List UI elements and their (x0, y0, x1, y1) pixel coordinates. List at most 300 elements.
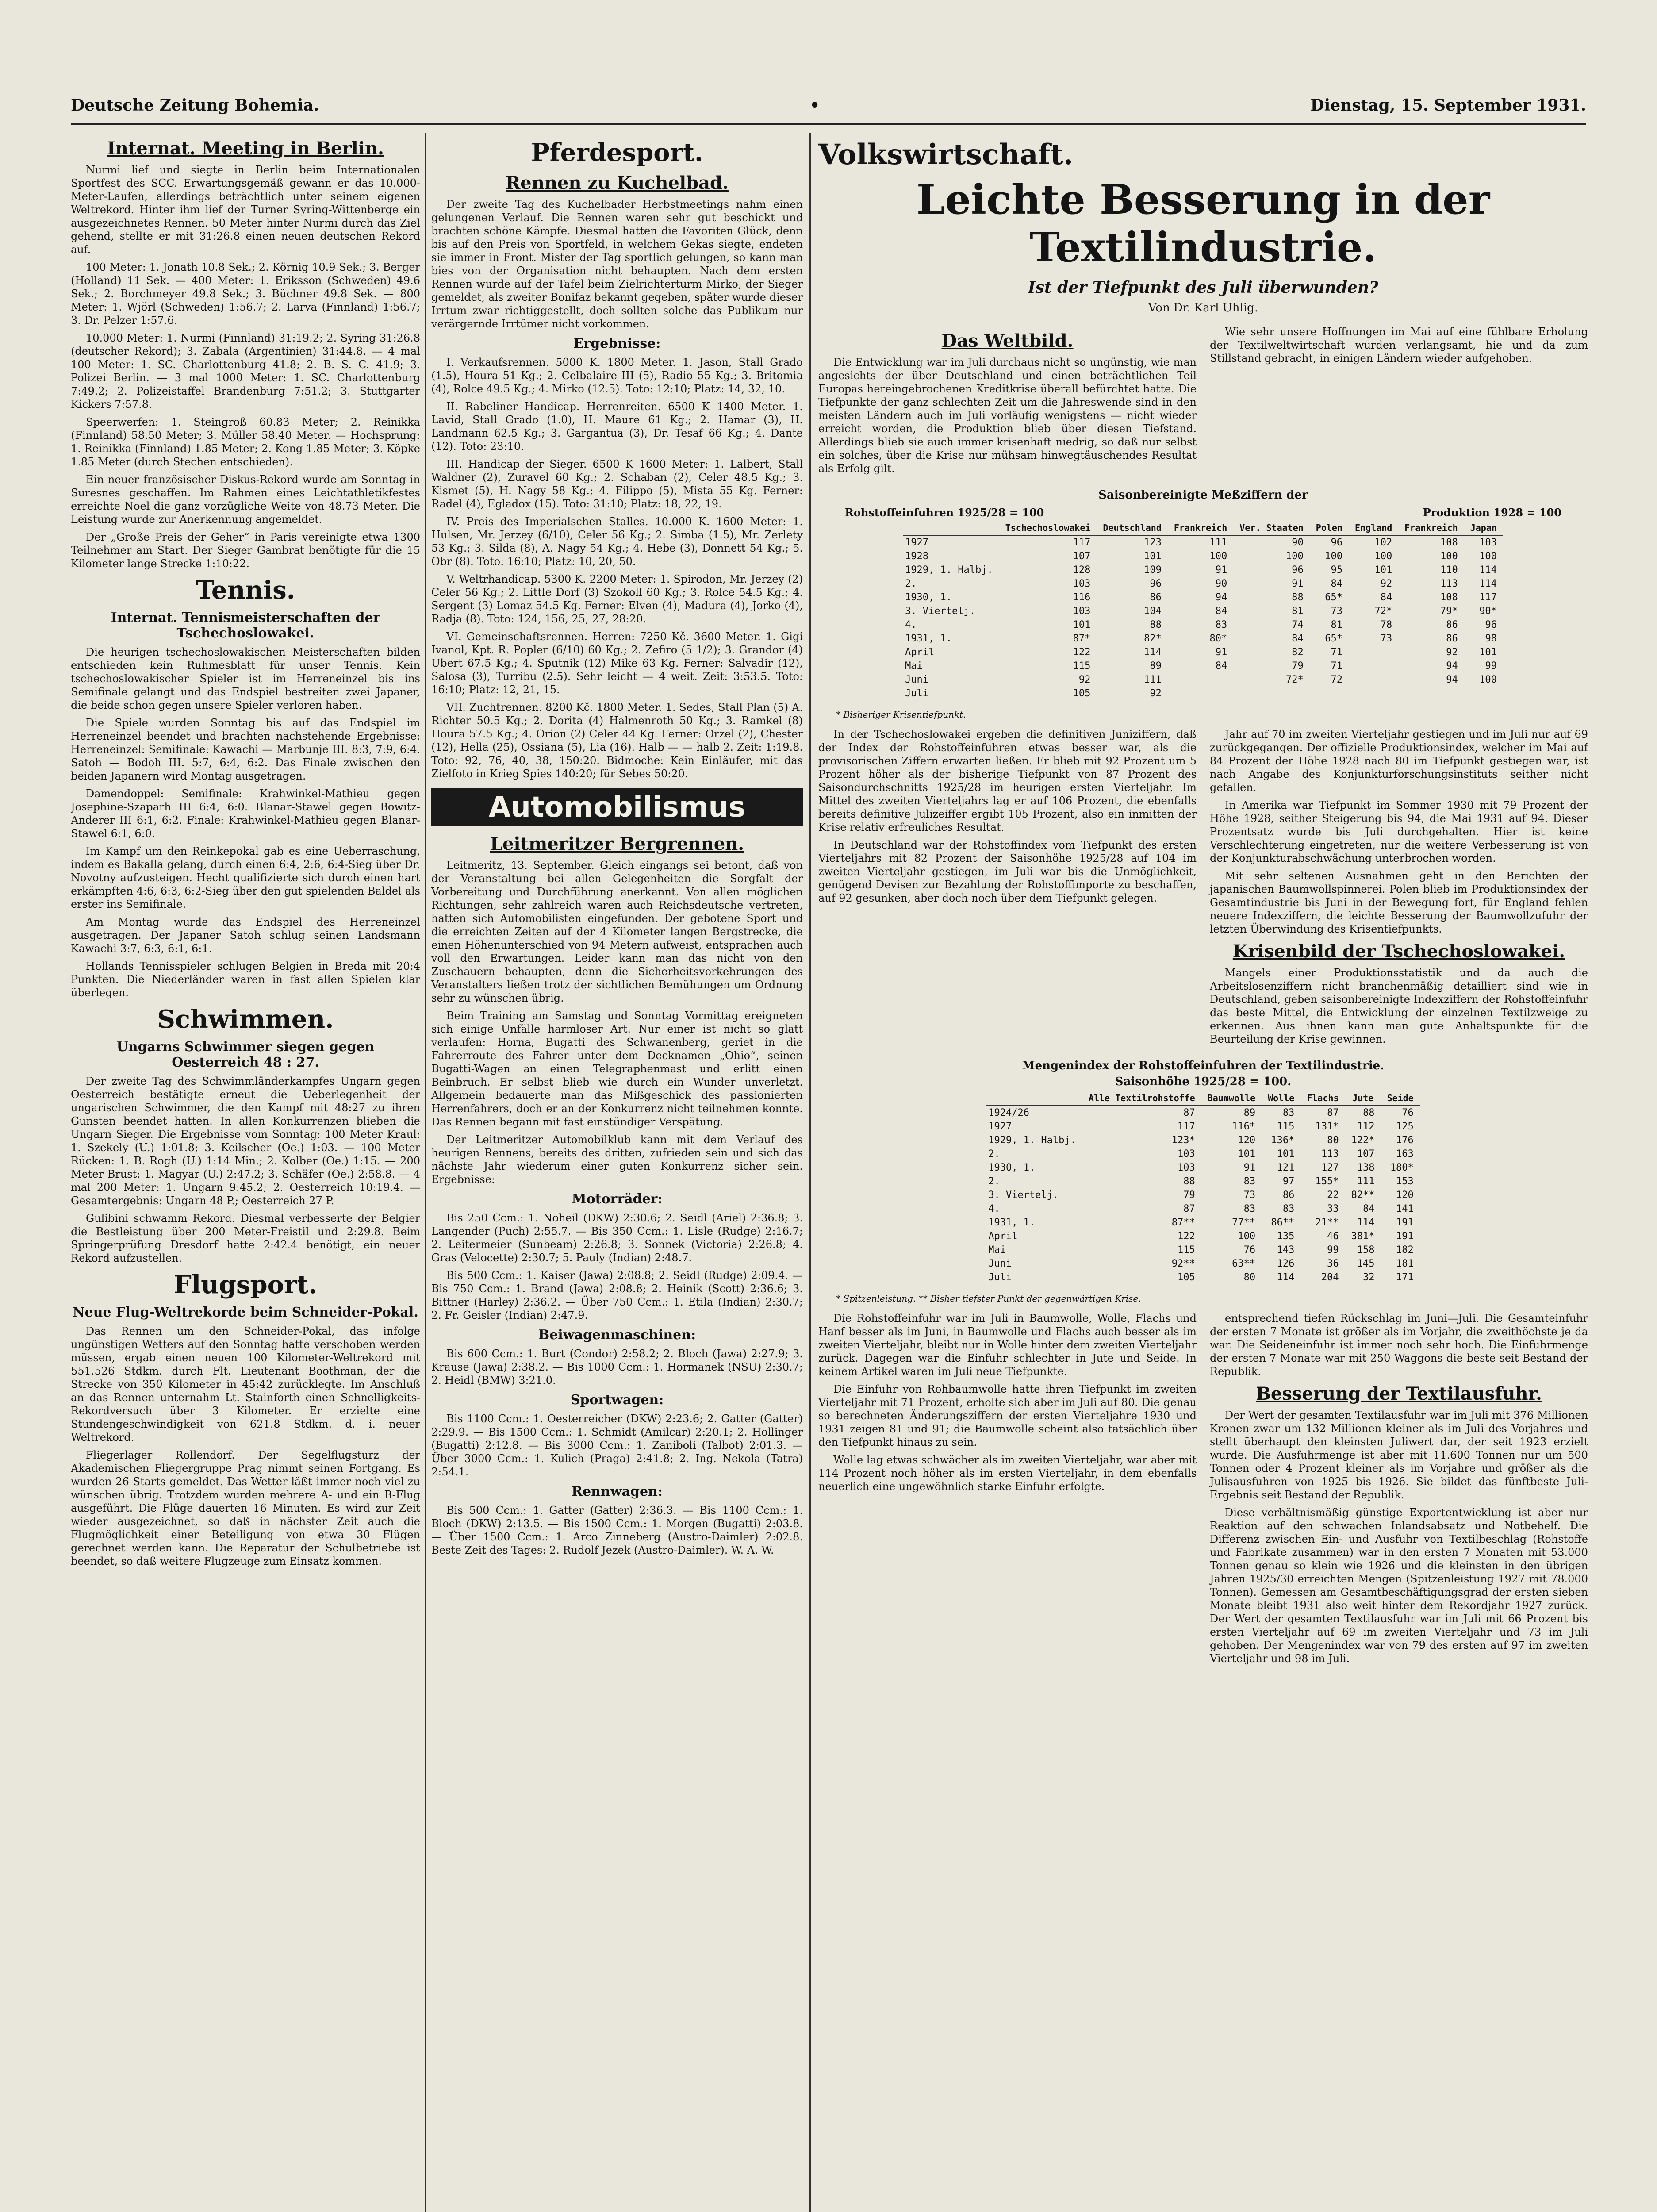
table-cell: 122 (1177, 1231, 1195, 1242)
article-paragraph: Bis 250 Ccm.: 1. Noheil (DKW) 2:30.6; 2. Seidl (Ariel) 2:36.8; 3. Langender (Puch) 2:55.7. — Bis 350 Ccm.: 1. Lisle (Rudge) 2:16.7; 2. Leitermeier (Sunbeam) 2:26.8; 3. Sonnek (Victoria) 2:26.8; 4. Gras (Velocette) 2:30.7; 5. Pauly (Indian) 2:48.7. (431, 1212, 803, 1264)
table-cell: 127 (1321, 1162, 1339, 1173)
table-cell: 94 (1215, 592, 1227, 603)
article-paragraph: Wolle lag etwas schwächer als im zweiten Vierteljahr, war aber mit 114 Prozent noch höher als im ersten Vierteljahr, in dem ebenfalls neuerlich eine ungewöhnlich starke Einfuhr erfolgte. (818, 1454, 1197, 1493)
table-header-cell: Frankreich (1168, 521, 1233, 535)
row-label-cell: April (988, 1231, 1018, 1242)
table-cell: 191 (1396, 1217, 1414, 1228)
table-cell: 103 (1177, 1148, 1195, 1160)
table-row (986, 1147, 1420, 1161)
row-label-cell: 1928 (905, 551, 929, 562)
table-cell: 155* (1315, 1176, 1339, 1187)
table-cell: 94 (1446, 661, 1458, 672)
table-cell: 84 (1292, 633, 1304, 644)
table-cell: 90 (1292, 537, 1304, 548)
table-cell: 131* (1315, 1121, 1339, 1132)
article-paragraph: In Deutschland war der Rohstoffindex vom Tiefpunkt des ersten Vierteljahrs mit 82 Prozent der Saisonhöhe 1925/28 auf 104 im zweiten Vierteljahr gestiegen, im Juli war bis die Unmöglichkeit, genügend Devisen zur Bezahlung der Rohstoffimporte zu beschaffen, auf 92 gesunken, aber doch noch über dem Tiefpunkt gelegen. (818, 839, 1197, 904)
table-cell: 113 (1321, 1148, 1339, 1160)
table-cell (1349, 673, 1398, 687)
heading-race-cars: Rennwagen: (572, 1484, 663, 1499)
article-paragraph: III. Handicap der Sieger. 6500 K 1600 Meter: 1. Lalbert, Stall Waldner (2), Zuravel 60 Kg.; 2. Schaban (2), Celer 48.5 Kg.; 3. Kismet (5), H. Nagy 58 Kg.; 4. Filippo (5), Mista 55 Kg. Ferner: Radel (4), Egladox (15). Toto: 31:10; Platz: 18, 22, 19. (431, 458, 803, 510)
table-cell: 108 (1440, 592, 1458, 603)
table-header-cell: Baumwolle (1201, 1091, 1262, 1106)
row-label-cell: 4. (905, 619, 917, 630)
table2-footnote: * Spitzenleistung. ** Bisher tiefster Punkt der gegenwärtigen Krise. (836, 1293, 1141, 1304)
table-cell: 80* (1209, 633, 1227, 644)
article-paragraph: Die Spiele wurden Sonntag bis auf das Endspiel im Herreneinzel beendet und brachten nachstehende Ergebnisse: Herreneinzel: Semifinale: Kawachi — Marbunje III. 8:3, 7:9, 6:4. Satoh — Bodoh III. 5:7, 6:4, 6:2. Das Finale zwischen den beiden Japanern wird Montag ausgetragen. (71, 717, 420, 782)
article-paragraph: V. Weltrhandicap. 5300 K. 2200 Meter: 1. Spirodon, Mr. Jerzey (2) Celer 56 Kg.; 2. Little Dorf (3) Szokoll 60 Kg.; 3. Rolce 54.5 Kg.; 4. Sergent (3) Lomaz 54.5 Kg. Ferner: Elven (4), Madura (4), Jorko (4), Radja (8). Toto: 124, 156, 25, 27, 28:20. (431, 573, 803, 625)
table-row (903, 673, 1503, 687)
table1-group-production: Produktion 1928 = 100 (1423, 506, 1561, 519)
table-cell: 74 (1292, 619, 1304, 630)
table-row (986, 1257, 1420, 1271)
table-cell: 84 (1215, 661, 1227, 672)
table-header-cell (903, 521, 999, 535)
table-cell: 96 (1331, 537, 1342, 548)
table-cell: 114 (1144, 647, 1162, 658)
table-cell: 141 (1396, 1203, 1414, 1214)
article-paragraph: Die heurigen tschechoslowakischen Meisterschaften bilden entschieden kein Ruhmesblatt für unser Tennis. Kein tschechoslowakischer Spieler ist im Herreneinzel bis ins Semifinale gelangt und das Endspiel bestreiten zwei Japaner, die beide schon gegen unsere Spieler verloren haben. (71, 646, 420, 711)
table-cell: 96 (1150, 578, 1162, 589)
table-cell: 115 (1073, 661, 1091, 672)
table-raw-material-imports (986, 1091, 1420, 1284)
table-cell: 72* (1374, 606, 1392, 617)
article-paragraph: Wie sehr unsere Hoffnungen im Mai auf eine fühlbare Erholung der Textilweltwirtschaft wurden verlangsamt, hie und da zum Stillstand gebracht, in einigen Ländern wieder aufgehoben. (1210, 326, 1588, 365)
table-cell: 94 (1446, 674, 1458, 685)
column-economy (818, 133, 1588, 2212)
table-cell: 123 (1144, 537, 1162, 548)
table2-body (986, 1106, 1420, 1284)
table-cell: 99 (1485, 661, 1497, 672)
table-cell: 110 (1440, 565, 1458, 576)
table-cell: 73 (1243, 1190, 1256, 1201)
table-cell: 71 (1331, 661, 1342, 672)
table-cell: 101 (1277, 1148, 1295, 1160)
table-cell: 100 (1479, 674, 1497, 685)
column-sports-2 (431, 133, 803, 2212)
table-row (903, 549, 1503, 563)
table-cell: 76 (1402, 1107, 1414, 1118)
table-cell: 111 (1144, 674, 1162, 685)
table-cell: 63** (1232, 1258, 1256, 1269)
table-cell: 116 (1073, 592, 1091, 603)
body-left (818, 728, 1197, 1050)
table-cell: 100 (1325, 551, 1342, 562)
table-row (903, 604, 1503, 618)
intro-two-column (818, 325, 1588, 480)
table-cell: 136* (1271, 1135, 1295, 1146)
table-cell: 176 (1396, 1135, 1414, 1146)
table-cell: 65* (1325, 592, 1342, 603)
table-cell: 33 (1327, 1203, 1339, 1214)
table-header-cell: Deutschland (1097, 521, 1167, 535)
table-cell: 73 (1380, 633, 1392, 644)
table-cell (1398, 687, 1464, 700)
article-paragraph: Der zweite Tag des Kuchelbader Herbstmeetings nahm einen gelungenen Verlauf. Die Rennen waren sehr gut beschickt und brachten schöne Kämpfe. Diesmal hatten die Favoriten Glück, denn bis auf den Preis von Sportfeld, in welchem Gekas siegte, endeten sie immer in Front. Mister der Tag sportlich gelungen, so kann man bies von der Organisation nicht behaupten. Nach dem ersten Rennen wurde auf der Tafel beim Zielrichterturm Mirko, der Sieger gemeldet, als zweiter Bonifaz bekannt gegeben, später wurde dieser Irrtum zwar richtiggestellt, doch sollten solche das Publikum nur verärgernde Irrtümer nicht vorkommen. (431, 198, 803, 330)
lower-right (1210, 1312, 1588, 1670)
table-cell: 143 (1277, 1244, 1295, 1256)
article-paragraph: Hollands Tennisspieler schlugen Belgien in Breda mit 20:4 Punkten. Die Niederländer waren in fast allen Spielen klar überlegen. (71, 960, 420, 999)
column-divider-1 (425, 133, 426, 2212)
section-heading-aviation: Flugsport. (174, 1270, 317, 1299)
article-paragraph: Ein neuer französischer Diskus-Rekord wurde am Sonntag in Suresnes geschaffen. Im Rahmen eines Leichtathletikfestes erreichte Noel die ganz vorzügliche Weite von 48.73 Meter. Die Leistung wurde zur Anerkennung angemeldet. (71, 473, 420, 526)
article-paragraph: Damendoppel: Semifinale: Krahwinkel-Mathieu gegen Josephine-Szaparh III 6:4, 6:0. Blanar-Stawel gegen Bowitz-Anderer III 6:1, 6:2. Finale: Krahwinkel-Mathieu gegen Blanar-Stawel 6:1, 6:0. (71, 787, 420, 840)
table2-title: Mengenindex der Rohstoffeinfuhren der Textilindustrie. (1022, 1059, 1385, 1072)
table-cell: 83 (1282, 1107, 1295, 1118)
table-cell: 90 (1215, 578, 1227, 589)
row-label-cell: 4. (988, 1203, 1000, 1214)
row-label-cell: 1930, 1. (988, 1162, 1036, 1173)
table-cell: 153 (1396, 1176, 1414, 1187)
heading-motorcycles: Motorräder: (572, 1191, 663, 1207)
article-paragraph: Der zweite Tag des Schwimmländerkampfes Ungarn gegen Oesterreich bestätigte erneut die Ueberlegenheit der ungarischen Schwimmer, die den Kampf mit 48:27 zu ihren Gunsten beendet hatten. In allen Konkurrenzen blieben die Ungarn Sieger. Die Ergebnisse vom Sonntag: 100 Meter Kraul: 1. Szekely (U.) 1:01.8; 3. Keilscher (Oe.) 1:03. — 100 Meter Rücken: 1. B. Rogh (U.) 1:14 Min.; 2. Kolber (Oe.) 1:15. — 200 Meter Brust: 1. Magyar (U.) 2:47.2; 3. Schäfer (Oe.) 2:58.8. — 4 mal 200 Meter: 1. Ungarn 9:45.2; 2. Oesterreich 10:19.4. — Gesamtergebnis: Ungarn 48 P.; Oesterreich 27 P. (71, 1075, 420, 1207)
row-label-cell: Juni (988, 1258, 1012, 1269)
table-cell (1349, 645, 1398, 659)
table-cell: 84 (1363, 1203, 1375, 1214)
table-cell: 107 (1357, 1148, 1375, 1160)
table-cell: 125 (1396, 1121, 1414, 1132)
article-paragraph: Im Kampf um den Reinkepokal gab es eine Ueberraschung, indem es Bakalla gelang, durch einen 6:4, 2:6, 6:4-Sieg über Dr. Novotny aufzusteigen. Hecht qualifizierte sich durch einen hart erkämpften 4:6, 6:3, 6:2-Sieg über den gut spielenden Baldel als erster ins Semifinale. (71, 845, 420, 910)
article-paragraph: In Amerika war Tiefpunkt im Sommer 1930 mit 79 Prozent der Höhe 1928, seither Steigerung bis 94, die Mai 1931 auf 94. Dieser Prozentsatz wurde bis Juli durchgehalten. Hier ist keine Verschlechterung eingetreten, nur die weitere Verbesserung ist von der Konjunkturabschwächung unterbrochen worden. (1210, 799, 1588, 864)
row-label-cell: 1927 (988, 1121, 1012, 1132)
table-row (903, 645, 1503, 659)
article-paragraph: Beim Training am Samstag und Sonntag Vormittag ereigneten sich einige Unfälle harmloser Art. Nur einer ist nicht so glatt verlaufen: Horna, Bugatti des Schwanenberg, geriet in die Fahrerroute des Fahrer unter dem Decknamen „Ohio“, seinen Bugatti-Wagen an einen Telegraphenmast und erlitt einen Beinbruch. Er selbst blieb wie durch ein Wunder unverletzt. Allgemein bedauerte man das Mißgeschick des passionierten Herrenfahrers, doch er an der Konkurrenz nicht teilnehmen konnte. Das Rennen begann mit fast einstündiger Verspätung. (431, 1010, 803, 1128)
table-cell: 76 (1243, 1244, 1256, 1256)
article-paragraph: 100 Meter: 1. Jonath 10.8 Sek.; 2. Körnig 10.9 Sek.; 3. Berger (Holland) 11 Sek. — 400 Meter: 1. Eriksson (Schweden) 49.6 Sek.; 2. Borchmeyer 49.8 Sek.; 3. Büchner 49.8 Sek. — 800 Meter: 1. Wjörl (Schweden) 1:56.7; 2. Larva (Finnland) 1:56.7; 3. Dr. Pelzer 1:57.6. (71, 261, 420, 326)
article-paragraph: Mangels einer Produktionsstatistik und da auch die Arbeitslosenziffern nicht branchenmäßig detailliert sind wie in Deutschland, geben saisonbereinigte Indexziffern der Rohstoffeinfuhr das beste Mittel, die Entwicklung der einzelnen Textilzweige zu erkennen. Aus ihnen kann man gute Anhaltspunkte für die Beurteilung der Krise gewinnen. (1210, 967, 1588, 1045)
table-cell: 158 (1357, 1244, 1375, 1256)
article-paragraph: In der Tschechoslowakei ergeben die definitiven Juniziffern, daß der Index der Rohstoffeinfuhren etwas besser war, als die provisorischen Ziffern erwarten ließen. Er blieb mit 92 Prozent um 5 Prozent höher als der bisherige Tiefpunkt von 87 Prozent des Saisondurchschnitts 1925/28 im heurigen ersten Vierteljahr. Im Mittel des zweiten Vierteljahrs lag er auf 106 Prozent, die ebenfalls bereits definitive Julizeiffer ergibt 105 Prozent, also ein inmitten der Krise relativ erfreuliches Resultat. (818, 728, 1197, 833)
article-paragraph: Der „Große Preis der Geher“ in Paris vereinigte etwa 1300 Teilnehmer am Start. Der Sieger Gambrat benötigte für die 15 Kilometer lange Strecke 1:10:22. (71, 531, 420, 570)
table-cell: 91 (1292, 578, 1304, 589)
table-cell: 96 (1292, 565, 1304, 576)
table-cell: 98 (1485, 633, 1497, 644)
article-paragraph: Diese verhältnismäßig günstige Exportentwicklung ist aber nur Reaktion auf den schwachen Inlandsabsatz und Notbehelf. Die Differenz zwischen Ein- und Ausfuhr von Textilbeschlag (Rohstoffe und Fabrikate zusammen) war in den ersten 7 Monaten mit 53.000 Tonnen genau so klein wie 1926 und die kleinsten in den übrigen Jahren 1925/30 erreichten Mengen (Spitzenleistung 1927 mit 78.000 Tonnen). Gemessen am Gesamtbeschäftigungsgrad der ersten sieben Monate bleibt 1931 also weit hinter dem Rekordjahr 1927 zurück. Der Wert der gesamten Textilausfuhr war im Juli mit 66 Prozent bis ersten Vierteljahr auf 69 im zweiten Vierteljahr und 73 im Juli gehoben. Der Mengenindex war von 79 des ersten auf 97 im zweiten Vierteljahr und 98 im Juli. (1210, 1506, 1588, 1665)
table-cell: 122* (1351, 1135, 1375, 1146)
table-cell: 65* (1325, 633, 1342, 644)
table-cell: 73 (1331, 606, 1342, 617)
article-paragraph: VII. Zuchtrennen. 8200 Kč. 1800 Meter. 1. Sedes, Stall Plan (5) A. Richter 50.5 Kg.; 2. Dorita (4) Halmenroth 50 Kg.; 3. Ramkel (8) Houra 57.5 Kg.; 4. Orion (2) Celer 44 Kg. Ferner: Orzel (2), Chester (12), Hella (25), Ossiana (5), Lia (16). Halb — — halb 2. Zeit: 1:19.8. Toto: 92, 76, 40, 38, 150:20. Bidmoche: Kein Einläufer, mit das Zielfoto in Krieg Spies 140:20; für Sebes 50:20. (431, 701, 803, 780)
table-cell (1464, 687, 1503, 700)
article-paragraph: I. Verkaufsrennen. 5000 K. 1800 Meter. 1. Jason, Stall Grado (1.5), Houra 51 Kg.; 2. Celbalaire III (5), Radio 55 Kg.; 3. Britomia (4), Rolce 49.5 Kg.; 4. Mirko (12.5). Toto: 12:10; Platz: 14, 32, 10. (431, 356, 803, 395)
table-cell: 91 (1243, 1162, 1256, 1173)
table-cell: 163 (1396, 1148, 1414, 1160)
body-right (1210, 728, 1588, 1050)
table-cell: 88 (1150, 619, 1162, 630)
article-paragraph: Bis 500 Ccm.: 1. Kaiser (Jawa) 2:08.8; 2. Seidl (Rudge) 2:09.4. — Bis 750 Ccm.: 1. Brand (Jawa) 2:08.8; 2. Heinik (Scott) 2:36.6; 3. Bittner (Harley) 2:36.2. — Über 750 Ccm.: 1. Etila (Indian) 2:30.7; 2. Fr. Geisler (Indian) 2:47.9. (431, 1269, 803, 1321)
table-header-cell: Polen (1310, 521, 1349, 535)
row-label-cell: 3. Viertelj. (905, 606, 976, 617)
table-cell: 100 (1440, 551, 1458, 562)
table-row (903, 618, 1503, 632)
table-row (903, 632, 1503, 645)
intro-left (818, 325, 1197, 480)
table-cell: 103 (1073, 578, 1091, 589)
table-cell: 99 (1327, 1244, 1339, 1256)
table-cell: 135 (1277, 1231, 1295, 1242)
article-paragraph: Die Rohstoffeinfuhr war im Juli in Baumwolle, Wolle, Flachs und Hanf besser als im Juni, in Baumwolle und Flachs auch besser als im zweiten Vierteljahr, bleibt nur in Wolle hinter dem zweiten Vierteljahr zurück. Dagegen war die Einfuhr schlechter in Jute und Seide. In keinem Artikel waren im Juli neue Tiefpunkte. (818, 1312, 1197, 1378)
table-cell: 126 (1277, 1258, 1295, 1269)
table-cell: 171 (1396, 1272, 1414, 1283)
lower-left (818, 1312, 1197, 1670)
table-header-row (986, 1091, 1420, 1106)
table-row (986, 1229, 1420, 1243)
table-cell: 102 (1374, 537, 1392, 548)
table-cell: 115 (1277, 1121, 1295, 1132)
table-cell: 82 (1292, 647, 1304, 658)
article-paragraph: Der Wert der gesamten Textilausfuhr war im Juli mit 376 Millionen Kronen zwar um 132 Millionen kleiner als im Juli des Vorjahres und stellt überhaupt den kleinsten Juliwert dar, der seit 1923 erzielt wurde. Die Ausfuhrmenge ist aber mit 11.600 Tonnen nur um 500 Tonnen oder 4 Prozent kleiner als im Vorjahre und größer als die Julisausfuhren von 1925 bis 1926. Sie bildet das fünftbeste Juli-Ergebnis seit Bestand der Republik. (1210, 1409, 1588, 1501)
table-cell: 112 (1357, 1121, 1375, 1132)
table-row (986, 1243, 1420, 1257)
heading-crisis-picture: Krisenbild der Tschechoslowakei. (1232, 941, 1565, 962)
table-cell: 103 (1479, 537, 1497, 548)
article-paragraph: Gulibini schwamm Rekord. Diesmal verbesserte der Belgier die Bestleistung über 200 Meter-Freistil und 2:29.8. Beim Springerprüfung Dresdorf hatte 2:42.4 benötigt, ein neuer Rekord aufzustellen. (71, 1212, 420, 1264)
table-cell: 111 (1357, 1176, 1375, 1187)
paper-name: Deutsche Zeitung Bohemia. (71, 96, 319, 115)
table-cell: 89 (1243, 1107, 1256, 1118)
row-label-cell: 1927 (905, 537, 929, 548)
heading-world-picture: Das Weltbild. (941, 330, 1074, 351)
table-row (986, 1271, 1420, 1284)
table2-subtitle: Saisonhöhe 1925/28 = 100. (1115, 1075, 1292, 1088)
table-header-cell: Seide (1381, 1091, 1420, 1106)
column-sports-1 (71, 133, 420, 2212)
heading-swimming-result: Ungarns Schwimmer siegen gegen Oesterreich 48 : 27. (116, 1039, 375, 1070)
table-header-row (903, 521, 1503, 535)
table-cell: 180* (1390, 1162, 1414, 1173)
table-cell: 101 (1238, 1148, 1256, 1160)
table-cell: 100 (1479, 551, 1497, 562)
table-cell: 116* (1232, 1121, 1256, 1132)
table1-group-headers (818, 506, 1588, 519)
masthead-center: • (809, 96, 820, 115)
table-cell: 96 (1485, 619, 1497, 630)
table-cell: 79 (1183, 1190, 1195, 1201)
table-cell: 101 (1144, 551, 1162, 562)
heading-sidecars: Beiwagenmaschinen: (538, 1327, 696, 1343)
article-paragraph: Fliegerlager Rollendorf. Der Segelflugsturz der Akademischen Fliegergruppe Prag nimmt seinen Fortgang. Es wurden 26 Starts gemeldet. Das Wetter läßt immer noch viel zu wünschen übrig. Trotzdem wurden mehrere A- und ein B-Flug ausgeführt. Die Flüge dauerten 16 Minuten. Es wird zur Zeit wieder ausgezeichnet, so daß in nächster Zeit auch die Flugmöglichkeit einer Beteiligung von etwa 30 Flügen gerechnet werden kann. Die Reparatur der Schulbetriebe ist beendet, so daß weitere Flugzeuge zum Einsatz kommen. (71, 1449, 420, 1567)
article-paragraph: Leitmeritz, 13. September. Gleich eingangs sei betont, daß von der Veranstaltung bei allen Gelegenheiten die Sorgfalt der Vorbereitung und Durchführung anerkannt. Von allen möglichen Richtungen, sehr zahlreich waren auch Reichsdeutsche vertreten, hatten sich Automobilisten eingefunden. Der gebotene Sport und die erreichten Zeiten auf der 4 Kilometer langen Bergstrecke, die einen Höhenunterschied von 94 Metern aufweist, entsprachen auch voll den Erwartungen. Leider kann man das nicht von den Zuschauern behaupten, denn die Sicherheitsvorkehrungen des Veranstalters ließen trotz der sichtlichen Bemühungen um Ordnung sehr zu wünschen übrig. (431, 859, 803, 1004)
table-cell: 100 (1286, 551, 1304, 562)
table-cell: 81 (1292, 606, 1304, 617)
table-cell: 121 (1277, 1162, 1295, 1173)
table-cell: 88 (1292, 592, 1304, 603)
table-cell: 78 (1380, 619, 1392, 630)
table-cell: 72 (1331, 674, 1342, 685)
table-cell: 181 (1396, 1258, 1414, 1269)
table-cell (1349, 687, 1398, 700)
table-cell: 104 (1144, 606, 1162, 617)
heading-hill-climb: Leitmeritzer Bergrennen. (490, 833, 744, 854)
table-cell: 105 (1073, 688, 1091, 699)
table-cell (1349, 659, 1398, 673)
column-divider-2 (809, 133, 811, 2212)
article-paragraph: 10.000 Meter: 1. Nurmi (Finnland) 31:19.2; 2. Syring 31:26.8 (deutscher Rekord); 3. Zabala (Argentinien) 31:44.8. — 4 mal 100 Meter: 1. SC. Charlottenburg 41.8; 2. B. S. C. 41.9; 3. Polizei Berlin. — 3 mal 1000 Meter: 1. SC. Charlottenburg 7:49.2; 2. Polizeistaffel Brandenburg 7:51.2; 3. Stuttgarter Kickers 7:57.8. (71, 332, 420, 411)
article-subtitle: Ist der Tiefpunkt des Juli überwunden? (1028, 278, 1379, 297)
table-cell (1168, 687, 1233, 700)
table-cell: 101 (1073, 619, 1091, 630)
table-cell: 86 (1446, 633, 1458, 644)
table-cell: 182 (1396, 1244, 1414, 1256)
table-header-cell: England (1349, 521, 1398, 535)
heading-export-improvement: Besserung der Textilausfuhr. (1256, 1383, 1542, 1404)
table-cell: 87** (1171, 1217, 1195, 1228)
table-cell (1310, 687, 1349, 700)
section-heading-tennis: Tennis. (196, 576, 295, 605)
heading-schneider-trophy: Neue Flug-Weltrekorde beim Schneider-Pokal. (73, 1305, 418, 1320)
table-cell: 107 (1073, 551, 1091, 562)
table-cell: 101 (1374, 565, 1392, 576)
issue-date: Dienstag, 15. September 1931. (1310, 96, 1586, 115)
row-label-cell: Juli (905, 688, 929, 699)
table-cell: 87 (1183, 1203, 1195, 1214)
table-row (986, 1106, 1420, 1120)
table-row (986, 1120, 1420, 1133)
table-cell: 83 (1243, 1203, 1256, 1214)
table1-title: Saisonbereinigte Meßziffern der (1098, 488, 1308, 502)
row-label-cell: 1929, 1. Halbj. (988, 1135, 1076, 1146)
article-author: Von Dr. Karl Uhlig. (1148, 301, 1258, 315)
table1-body (903, 535, 1503, 700)
article-paragraph: Die Einfuhr von Rohbaumwolle hatte ihren Tiefpunkt im zweiten Vierteljahr mit 71 Prozent, erholte sich aber im Juli auf 80. Die genau so berechneten Änderungsziffern der ersten Vierteljahre 1930 und 1931 zeigen 81 und 91; die Baumwolle scheint also tatsächlich über den Tiefpunkt hinaus zu sein. (818, 1383, 1197, 1448)
table-cell: 46 (1327, 1231, 1339, 1242)
section-heading-horse-racing: Pferdesport. (531, 138, 703, 167)
table-cell: 138 (1357, 1162, 1375, 1173)
article-paragraph: Die Entwicklung war im Juli durchaus nicht so ungünstig, wie man angesichts der über Deutschland und einen beträchtlichen Teil Europas hereingebrochenen Kreditkrise überall befürchtet hatte. Die Tiefpunkte der ganz schlechten Zeit um die Jahreswende sind in den meisten Ländern auch im Juli vorläufig wenigstens — nicht wieder erreicht worden, die Produktion blieb über diesen Tiefstand. Allerdings blieb sie auch immer krisenhaft niedrig, so daß nur selbst ein solches, über die Krise nur mühsam hinwegtäuschendes Resultat als Erfolg gilt. (818, 356, 1197, 475)
table-cell: 80 (1243, 1272, 1256, 1283)
table-cell: 80 (1327, 1135, 1339, 1146)
table-cell: 79* (1440, 606, 1458, 617)
row-label-cell: 1931, 1. (905, 633, 952, 644)
table-row (903, 577, 1503, 591)
article-paragraph: Speerwerfen: 1. Steingroß 60.83 Meter; 2. Reinikka (Finnland) 58.50 Meter; 3. Müller 58.40 Meter. — Hochsprung: 1. Reinikka (Finnland) 1.85 Meter; 2. Kong 1.85 Meter; 3. Köpke 1.85 Meter (durch Stechen entschieden). (71, 416, 420, 468)
section-heading-motoring: Automobilismus (431, 788, 803, 826)
table-header-cell: Wolle (1262, 1091, 1300, 1106)
table-cell: 89 (1150, 661, 1162, 672)
table1-footnote: * Bisheriger Krisentiefpunkt. (836, 709, 966, 720)
table-cell: 111 (1209, 537, 1227, 548)
heading-tennis-championships: Internat. Tennismeisterschaften der Tschechoslowakei. (111, 610, 380, 641)
article-paragraph: Mit sehr seltenen Ausnahmen geht in den Berichten der japanischen Baumwollspinnerei. Polen blieb im Produktionsindex der Gesamtindustrie bis Juni in der Bewegung fort, für England fehlen neuere Indexziffern, die leichte Besserung der Baumwollzufuhr der letzten Überwindung des Krisentiefpunkts. (1210, 870, 1588, 935)
table-cell: 22 (1327, 1190, 1339, 1201)
table-header-cell: Ver. Staaten (1233, 521, 1310, 535)
table-row (986, 1188, 1420, 1202)
table-cell: 191 (1396, 1231, 1414, 1242)
table-cell: 21** (1315, 1217, 1339, 1228)
table-cell: 92 (1150, 688, 1162, 699)
table-header-cell: Japan (1464, 521, 1503, 535)
table-cell: 86 (1150, 592, 1162, 603)
body-two-column (818, 728, 1588, 1050)
table-cell: 381* (1351, 1231, 1375, 1242)
table-index-figures (903, 521, 1503, 700)
table-cell: 100 (1209, 551, 1227, 562)
table-cell: 92 (1380, 578, 1392, 589)
table-cell: 84 (1331, 578, 1342, 589)
row-label-cell: 2. (988, 1176, 1000, 1187)
table-cell: 103 (1073, 606, 1091, 617)
table-cell: 105 (1177, 1272, 1195, 1283)
heading-sports-cars: Sportwagen: (570, 1392, 664, 1408)
table-cell: 90* (1479, 606, 1497, 617)
table-cell (1168, 673, 1233, 687)
table-cell: 92** (1171, 1258, 1195, 1269)
heading-results: Ergebnisse: (573, 336, 661, 351)
table-cell: 114 (1357, 1217, 1375, 1228)
row-label-cell: 1929, 1. Halbj. (905, 565, 993, 576)
section-heading-swimming: Schwimmen. (157, 1005, 334, 1034)
article-paragraph: entsprechend tiefen Rückschlag im Juni—Juli. Die Gesamteinfuhr der ersten 7 Monate ist größer als im Vorjahr, die zweithöchste je da war. Die Seideneinfuhr ist immer noch sehr hoch. Die Einfuhrmenge der ersten 7 Monate war mit 250 Waggons die beste seit Bestand der Republik. (1210, 1312, 1588, 1378)
table1-group-imports: Rohstoffeinfuhren 1925/28 = 100 (845, 506, 1044, 519)
table-cell: 88 (1363, 1107, 1375, 1118)
row-label-cell: 1930, 1. (905, 592, 952, 603)
table-header-cell: Frankreich (1398, 521, 1464, 535)
table-row (903, 687, 1503, 700)
section-heading-economy: Volkswirtschaft. (818, 138, 1074, 171)
table-cell: 71 (1331, 647, 1342, 658)
masthead-rule (71, 123, 1586, 125)
article-paragraph: Der Leitmeritzer Automobilklub kann mit dem Verlauf des heurigen Rennens, bereits des dritten, zufrieden sein und sich das nächste Jahr wiederum einer guten Konkurrenz sicher sein. Ergebnisse: (431, 1133, 803, 1186)
table-cell: 86** (1271, 1217, 1295, 1228)
table-cell: 100 (1238, 1231, 1256, 1242)
table-cell: 87* (1073, 633, 1091, 644)
heading-kuchelbad-races: Rennen zu Kuchelbad. (506, 173, 729, 193)
table-cell: 115 (1177, 1244, 1195, 1256)
table-cell: 32 (1363, 1272, 1375, 1283)
table-cell: 82** (1351, 1190, 1375, 1201)
row-label-cell: Mai (905, 661, 923, 672)
intro-right (1210, 325, 1588, 480)
row-label-cell: 1924/26 (988, 1107, 1029, 1118)
table-cell: 86 (1446, 619, 1458, 630)
table-cell (1233, 687, 1310, 700)
row-label-cell: 2. (988, 1148, 1000, 1160)
table-cell: 77** (1232, 1217, 1256, 1228)
table-row (986, 1216, 1420, 1229)
table-row (986, 1202, 1420, 1216)
lower-two-column (818, 1312, 1588, 1670)
article-paragraph: Bis 600 Ccm.: 1. Burt (Condor) 2:58.2; 2. Bloch (Jawa) 2:27.9; 3. Krause (Jawa) 2:38.2. — Bis 1000 Ccm.: 1. Hormanek (NSU) 2:30.7; 2. Heidl (BMW) 3:21.0. (431, 1348, 803, 1386)
masthead (71, 92, 1586, 119)
table-row (903, 591, 1503, 604)
table-cell: 88 (1183, 1176, 1195, 1187)
table-cell: 120 (1238, 1135, 1256, 1146)
row-label-cell: 3. Viertelj. (988, 1190, 1059, 1201)
table-cell: 114 (1479, 565, 1497, 576)
row-label-cell: Mai (988, 1244, 1006, 1256)
article-paragraph: Am Montag wurde das Endspiel des Herreneinzel ausgetragen. Der Japaner Satoh schlug seinen Landsmann Kawachi 3:7, 6:3, 6:1, 6:1. (71, 916, 420, 955)
table-cell: 123* (1171, 1135, 1195, 1146)
table-cell: 81 (1331, 619, 1342, 630)
table-cell: 117 (1073, 537, 1091, 548)
table-row (986, 1175, 1420, 1188)
table-cell: 92 (1446, 647, 1458, 658)
article-paragraph: Jahr auf 70 im zweiten Vierteljahr gestiegen und im Juli nur auf 69 zurückgegangen. Der offizielle Produktionsindex, welcher im Mai auf 84 Prozent der Höhe 1928 nach 80 im Tiefpunkt gestiegen war, ist nach Angabe des Konjunkturforschungsinstituts seither nicht gefallen. (1210, 728, 1588, 794)
table-cell: 79 (1292, 661, 1304, 672)
article-title: Leichte Besserung in der Textilindustrie. (916, 176, 1490, 271)
table-cell: 72* (1286, 674, 1304, 685)
article-paragraph: Bis 1100 Ccm.: 1. Oesterreicher (DKW) 2:23.6; 2. Gatter (Gatter) 2:29.9. — Bis 1500 Ccm.: 1. Schmidt (Amilcar) 2:20.1; 2. Hollinger (Bugatti) 2:12.8. — Bis 3000 Ccm.: 1. Zaniboli (Talbot) 2:01.3. — Über 3000 Ccm.: 1. Kulich (Praga) 2:41.8; 2. Ing. Nekola (Tatra) 2:54.1. (431, 1413, 803, 1478)
table-cell: 114 (1479, 578, 1497, 589)
table-header-cell (986, 1091, 1082, 1106)
table-header-cell: Jute (1345, 1091, 1381, 1106)
article-paragraph: Bis 500 Ccm.: 1. Gatter (Gatter) 2:36.3. — Bis 1100 Ccm.: 1. Bloch (DKW) 2:13.5. — Bis 1500 Ccm.: 1. Morgen (Bugatti) 2:03.8. — Über 1500 Ccm.: 1. Arco Zinneberg (Austro-Daimler) 2:02.8. Beste Zeit des Tages: 2. Rudolf Jezek (Austro-Daimler). W. A. W. (431, 1504, 803, 1556)
table-cell: 97 (1282, 1176, 1295, 1187)
table-cell: 114 (1277, 1272, 1295, 1283)
table-header-cell: Flachs (1300, 1091, 1345, 1106)
row-label-cell: April (905, 647, 935, 658)
row-label-cell: 1931, 1. (988, 1217, 1036, 1228)
row-label-cell: Juni (905, 674, 929, 685)
